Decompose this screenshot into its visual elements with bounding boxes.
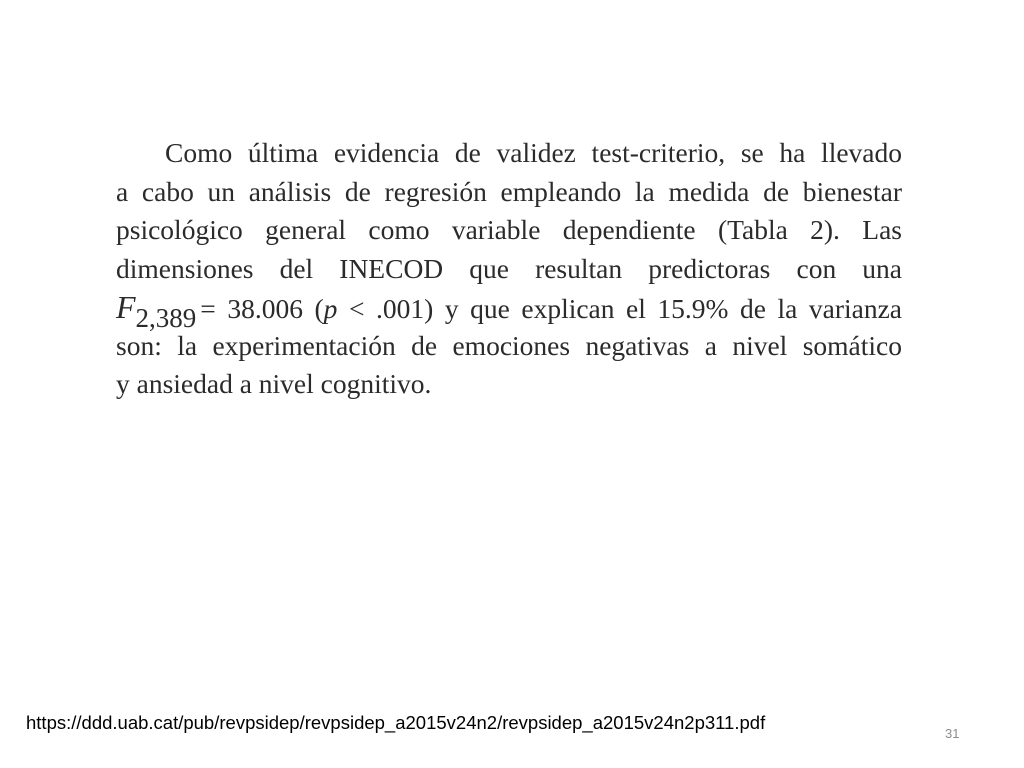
f-statistic-symbol: F (116, 289, 136, 325)
source-url[interactable]: https://ddd.uab.cat/pub/revpsidep/revpsidep_a2015v24n2/revpsidep_a2015v24n2p311.pdf (26, 712, 766, 733)
excerpt-line-5 (116, 288, 902, 333)
paper-excerpt (116, 134, 902, 404)
excerpt-line-4: dimensiones del INECOD que resultan predictoras con una (116, 252, 902, 284)
excerpt-line-2: a cabo un análisis de regresión empleando la medida de bienestar (116, 175, 902, 207)
slide-number: 31 (945, 726, 960, 741)
p-symbol: p (323, 293, 338, 324)
excerpt-line-7: y ansiedad a nivel cognitivo. (116, 368, 432, 399)
f-statistic-value: = 38.006 ( (200, 293, 324, 324)
f-statistic-df: 2,389 (135, 303, 197, 333)
excerpt-line-3: psicológico general como variable dependiente (Tabla 2). Las (116, 214, 902, 245)
excerpt-line-6: son: la experimentación de emociones negativas a nivel somático (116, 329, 902, 361)
excerpt-line-1: Como última evidencia de validez test-criterio, se ha llevado (165, 137, 902, 168)
excerpt-line-5-rest: < .001) y que explican el 15.9% de la varianza (337, 293, 902, 324)
